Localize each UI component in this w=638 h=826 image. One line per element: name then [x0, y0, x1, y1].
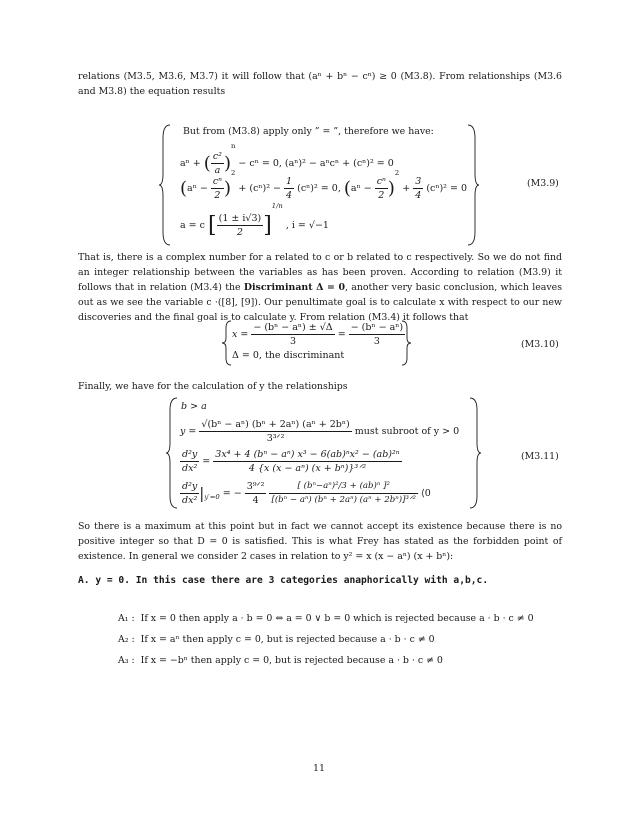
equation-line-x [232, 321, 405, 348]
frac-denominator: 3³ᐟ² [266, 433, 285, 444]
right-brace [466, 124, 480, 246]
eq-term: , i = √−1 [285, 220, 329, 231]
frac-numerator: c² [212, 151, 222, 162]
equation-line-y [180, 418, 459, 445]
bold-term: Discriminant Δ = 0 [243, 282, 345, 293]
frac-denominator: dx² [182, 495, 198, 506]
frac-numerator: cⁿ [376, 176, 386, 187]
equation-line-2: aⁿ + ( $\frac{\text{c²}}{a}$ )$^n$ − cⁿ = 0, (aⁿ)² − aⁿcⁿ + (cⁿ)² = 0 [180, 142, 394, 176]
equation-label: (M3.10) [521, 339, 559, 350]
left-brace [158, 124, 172, 246]
eq-term: must subroot of y > 0 [354, 426, 460, 437]
frac-denominator: 4 [286, 190, 293, 201]
frac-denominator: 3 [373, 336, 380, 347]
frac-numerator: 3⁹ᐟ² [246, 481, 265, 492]
eq-term: = − [222, 488, 242, 499]
eq-term: (cⁿ)² = 0, [297, 183, 341, 194]
equation-line-4: a = c [ $\frac{(1 \pm i√3)}{2}$ ]$^{1/n}$ , i = √−1 [180, 202, 329, 238]
frac-numerator: cⁿ [212, 176, 222, 187]
eq-term: (cⁿ)² = 0 [426, 183, 468, 194]
eq-term: ⟨0 [421, 488, 431, 499]
case-text: If x = −bⁿ then apply c = 0, but is rejected because a · b · c ≠ 0 [140, 655, 443, 666]
paragraph-maximum: So there is a maximum at this point but in fact we cannot accept its existence because there is no positive integer so that D = 0 is satisfied. This is what Frey has stated as the forbidden point of existence. In general we consider 2 cases in relation to y² = x (x − aⁿ) (x + bⁿ): [78, 521, 562, 562]
frac-denominator: 4 [415, 190, 422, 201]
frac-denominator: 2 [236, 227, 243, 238]
frac-denominator: 2 [378, 190, 385, 201]
equation-line-1: But from (M3.8) apply only ” = ”, therefore we have: [183, 126, 434, 137]
equation-line-b-gt-a: b > a [181, 401, 207, 412]
frac-denominator: [(bⁿ − aⁿ) (bⁿ + 2aⁿ) (aⁿ + 2bⁿ)]³ᐟ² [271, 495, 416, 505]
exponent: 2 [231, 169, 236, 177]
frac-numerator: 1 [286, 176, 293, 187]
eq-term: aⁿ − [187, 183, 208, 194]
frac-numerator: d²y [182, 449, 198, 460]
eq-term: − cⁿ = 0, (aⁿ)² − aⁿcⁿ + (cⁿ)² = 0 [238, 158, 394, 169]
frac-numerator: − (bⁿ − aⁿ) ± √Δ [253, 322, 333, 333]
exponent: n [231, 142, 236, 150]
exponent: 2 [394, 169, 400, 177]
equation-line-at-extremum: $\frac{\text{d²y}}{\text{dx²}}$ $|_{y'=0}$ = − $\frac{\text{3⁹ᐟ²}}{4}$ $\frac{\text{[ (bⁿ−aⁿ)²/3 + (ab)ⁿ ]²}}{\text{[(bⁿ − aⁿ) (bⁿ + 2aⁿ) (aⁿ + 2bⁿ)]³ᐟ²}}$ ⟨0 [182, 481, 431, 506]
eq-term: = [202, 456, 211, 467]
eq-term: + [402, 183, 411, 194]
equation-line-3: (aⁿ − $\frac{\text{cⁿ}}{2}$ )$^2$ + (cⁿ)² − $\frac{1}{4}$ (cⁿ)² = 0, (aⁿ − $\frac{\text{cⁿ}}{2}$ )$^2$ + $\frac{3}{4}$ (cⁿ)² = 0 [180, 169, 468, 201]
frac-numerator: 3 [415, 176, 422, 187]
case-a2 [118, 634, 435, 645]
eq-term: y = [180, 426, 197, 437]
frac-numerator: − (bⁿ − aⁿ) [350, 322, 404, 333]
case-label: A₂ : [118, 634, 135, 645]
paragraph-text: That is, there is a complex number for a related to c or b related to c respectively. So we do not find an integer relationship between the variables as has been proven. According to relation (M3.9) it follows that in relation (M3.4) the [78, 252, 562, 293]
frac-denominator: 4 [252, 495, 259, 506]
eq-term: x = [232, 329, 249, 340]
eq-term: a = c [180, 220, 205, 231]
eq-term: + (cⁿ)² − [238, 183, 282, 194]
eq-term: aⁿ − [350, 183, 372, 194]
left-brace [165, 397, 179, 509]
frac-denominator: 3 [289, 336, 297, 347]
subscript: y′=0 [204, 492, 220, 501]
case-label: A₃ : [118, 655, 135, 666]
frac-denominator: a [214, 165, 221, 176]
paragraph-discriminant [78, 250, 562, 325]
frac-numerator: √(bⁿ − aⁿ) (bⁿ + 2aⁿ) (aⁿ + 2bⁿ) [201, 419, 350, 430]
paragraph-text: , another very basic conclusion, which leaves out as we see the variable c ·([8], [9]). Our penultimate goal is to calculate x with respect to our new discoveries and the final goal is to calculate y. From relation (M3.4) it follows that [78, 282, 562, 323]
exponent: 1/n [271, 202, 283, 210]
equation-label: (M3.11) [521, 451, 559, 462]
page-number: 11 [312, 763, 326, 774]
paragraph-intro: relations (M3.5, M3.6, M3.7) it will follow that (aⁿ + bⁿ − cⁿ) ≥ 0 (M3.8). From relationships (M3.6 and M3.8) the equation results [78, 71, 562, 97]
frac-numerator: [ (bⁿ−aⁿ)²/3 + (ab)ⁿ ]² [269, 480, 418, 494]
eq-term: aⁿ + [180, 158, 201, 169]
case-a3 [118, 655, 443, 666]
right-brace [468, 397, 482, 509]
eq-term: = [337, 329, 346, 340]
paragraph-finally: Finally, we have for the calculation of y the relationships [78, 381, 348, 392]
frac-numerator: 3x⁴ + 4 (bⁿ − aⁿ) x³ − 6(ab)ⁿx² − (ab)²ⁿ [215, 449, 400, 460]
frac-numerator: (1 ± i√3) [218, 213, 262, 224]
case-a1 [118, 613, 534, 624]
frac-denominator: 2 [214, 190, 221, 201]
equation-label: (M3.9) [527, 178, 559, 189]
frac-denominator: 4 {x (x − aⁿ) (x + bⁿ)}³ᐟ² [248, 463, 367, 474]
equation-line-delta: Δ = 0, the discriminant [232, 350, 345, 361]
case-label: A₁ : [118, 613, 135, 624]
frac-denominator: dx² [182, 463, 198, 474]
equation-line-second-derivative [180, 448, 402, 475]
case-text: If x = aⁿ then apply c = 0, but is rejected because a · b · c ≠ 0 [140, 634, 435, 645]
case-text: If x = 0 then apply a · b = 0 ⇔ a = 0 ∨ b = 0 which is rejected because a · b · c ≠ 0 [140, 613, 534, 624]
section-heading: A. y = 0. In this case there are 3 categories anaphorically with a,b,c. [78, 575, 489, 586]
frac-numerator: d²y [182, 481, 198, 492]
